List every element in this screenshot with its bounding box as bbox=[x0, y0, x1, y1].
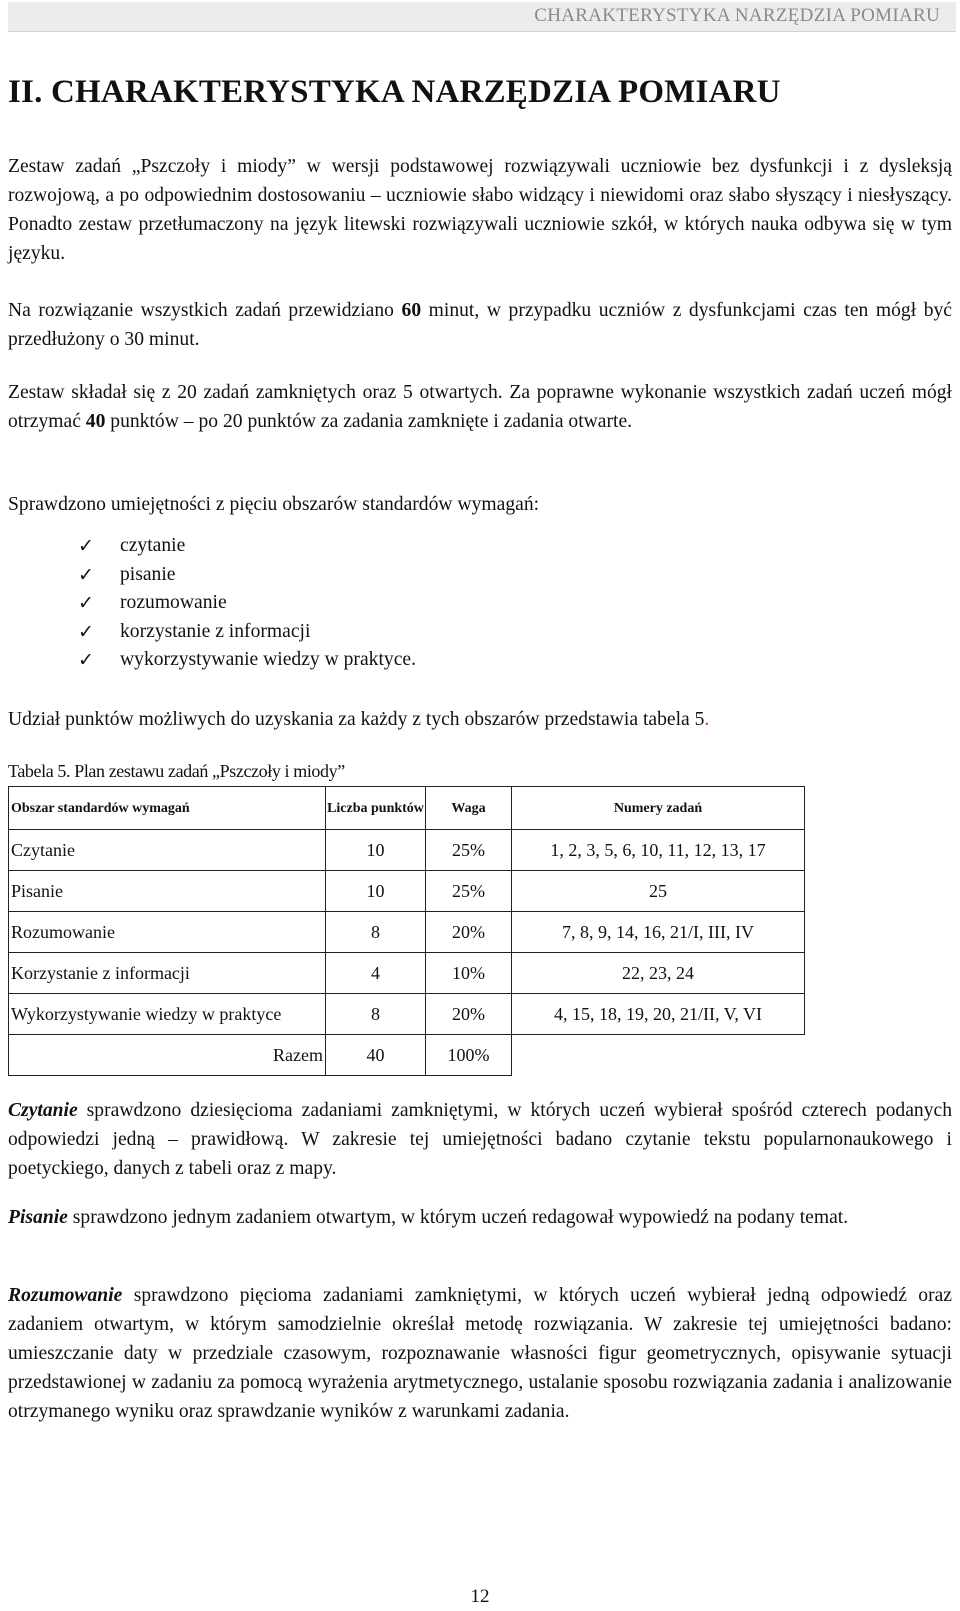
intro-paragraph-1: Zestaw zadań „Pszczoły i miody” w wersji podstawowej rozwiązywali uczniowie bez dysfunkcji i z dysleksją rozwojową, a po odpowiednim dostosowaniu – uczniowie słabo widzący i niewidomi oraz słabo słyszący i niesłyszący. Ponadto zestaw przetłumaczony na język litewski rozwiązywali uczniowie szkół, w których nauka odbywa się w tym języku. bbox=[8, 156, 952, 264]
plan-table bbox=[8, 786, 805, 1076]
table-cell: 20% bbox=[426, 994, 512, 1035]
table-cell: Rozumowanie bbox=[9, 912, 326, 953]
intro-paragraph-3: Zestaw składał się z 20 zadań zamkniętych oraz 5 otwartych. Za poprawne wykonanie wszystkich zadań uczeń mógł otrzymać 40 punktów – po 20 punktów za zadania zamknięte i zadania otwarte. bbox=[8, 382, 952, 432]
column-header: Liczba punktów bbox=[326, 787, 426, 830]
checkmark-icon: ✓ bbox=[78, 649, 94, 671]
total-weight: 100% bbox=[426, 1035, 512, 1076]
page-number: 12 bbox=[470, 1586, 490, 1607]
list-item: ✓ pisanie bbox=[78, 561, 416, 590]
chapter-title: II. CHARAKTERYSTYKA NARZĘDZIA POMIARU bbox=[8, 74, 781, 110]
table-header-row bbox=[9, 787, 805, 830]
list-item: ✓ korzystanie z informacji bbox=[78, 618, 416, 647]
table-cell: Czytanie bbox=[9, 830, 326, 871]
skill-area-list bbox=[78, 532, 416, 675]
list-item: ✓ wykorzystywanie wiedzy w praktyce. bbox=[78, 646, 416, 675]
table-cell: 22, 23, 24 bbox=[512, 953, 805, 994]
table-cell: Korzystanie z informacji bbox=[9, 953, 326, 994]
total-points: 40 bbox=[326, 1035, 426, 1076]
column-header: Numery zadań bbox=[512, 787, 805, 830]
running-title: CHARAKTERYSTYKA NARZĘDZIA POMIARU bbox=[534, 5, 940, 26]
checkmark-icon: ✓ bbox=[78, 592, 94, 614]
area-pisanie-paragraph: Pisanie sprawdzono jednym zadaniem otwartym, w którym uczeń redagował wypowiedź na podany temat. bbox=[8, 1207, 849, 1228]
table-cell: 4, 15, 18, 19, 20, 21/II, V, VI bbox=[512, 994, 805, 1035]
checkmark-icon: ✓ bbox=[78, 563, 94, 586]
list-item: ✓ rozumowanie bbox=[78, 589, 416, 618]
table-caption: Tabela 5. Plan zestawu zadań „Pszczoły i miody” bbox=[8, 761, 345, 781]
table-row bbox=[9, 912, 805, 953]
table-cell: 4 bbox=[326, 953, 426, 994]
column-header: Waga bbox=[426, 787, 512, 830]
table-cell: 8 bbox=[326, 912, 426, 953]
table-total-row bbox=[9, 1035, 805, 1076]
intro-paragraph-2: Na rozwiązanie wszystkich zadań przewidziano 60 minut, w przypadku uczniów z dysfunkcjami czas ten mógł być przedłużony o 30 minut. bbox=[8, 300, 952, 350]
column-header: Obszar standardów wymagań bbox=[9, 787, 326, 830]
table-cell: 8 bbox=[326, 994, 426, 1035]
table-row bbox=[9, 871, 805, 912]
table-row bbox=[9, 830, 805, 871]
checkmark-icon: ✓ bbox=[78, 620, 94, 643]
table-cell: 7, 8, 9, 14, 16, 21/I, III, IV bbox=[512, 912, 805, 953]
table-cell: 25% bbox=[426, 830, 512, 871]
table-cell-empty bbox=[512, 1035, 805, 1076]
table-cell: Pisanie bbox=[9, 871, 326, 912]
table-cell: 10 bbox=[326, 871, 426, 912]
table-cell: 25 bbox=[512, 871, 805, 912]
checkmark-icon: ✓ bbox=[78, 535, 94, 557]
table-cell: 10% bbox=[426, 953, 512, 994]
table-row bbox=[9, 994, 805, 1035]
intro-paragraph-4: Sprawdzono umiejętności z pięciu obszarów standardów wymagań: bbox=[8, 494, 540, 515]
list-item: ✓ czytanie bbox=[78, 532, 416, 561]
area-rozumowanie-paragraph: Rozumowanie sprawdzono pięcioma zadaniami zamkniętymi, w których uczeń wybierał jedną odpowiedź oraz zadaniem otwartym, w którym samodzielnie określał metodę rozwiązania. W zakresie tej umiejętności badano: umieszczanie daty w przedziale czasowym, rozpoznawanie własności figur geometrycznych, opisywanie sytuacji przedstawionej w zadaniu za pomocą wyrażenia arytmetycznego, ustalanie sposobu rozwiązania zadania i analizowanie otrzymanego wyniku oraz sprawdzanie wyników z warunkami zadania. bbox=[8, 1285, 952, 1422]
running-header bbox=[8, 2, 956, 32]
table-cell: Wykorzystywanie wiedzy w praktyce bbox=[9, 994, 326, 1035]
intro-paragraph-5: Udział punktów możliwych do uzyskania za każdy z tych obszarów przedstawia tabela 5. bbox=[8, 709, 710, 730]
area-czytanie-paragraph: Czytanie sprawdzono dziesięcioma zadaniami zamkniętymi, w których uczeń wybierał spośród czterech podanych odpowiedzi jedną – prawidłową. W zakresie tej umiejętności badano czytanie tekstu popularnonaukowego i poetyckiego, danych z tabeli oraz z mapy. bbox=[8, 1100, 952, 1179]
table-cell: 25% bbox=[426, 871, 512, 912]
table-cell: 20% bbox=[426, 912, 512, 953]
total-label: Razem bbox=[9, 1035, 326, 1076]
table-cell: 10 bbox=[326, 830, 426, 871]
table-cell: 1, 2, 3, 5, 6, 10, 11, 12, 13, 17 bbox=[512, 830, 805, 871]
table-row bbox=[9, 953, 805, 994]
